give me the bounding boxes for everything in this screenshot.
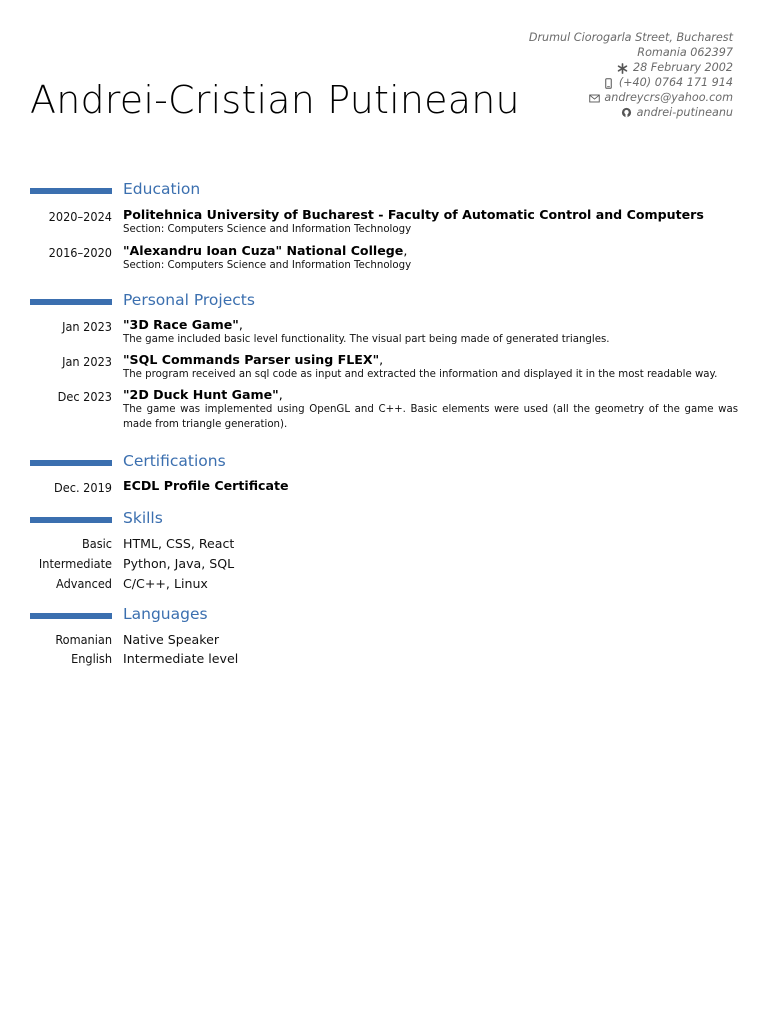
skill-list: HTML, CSS, React <box>123 536 235 551</box>
entry-title-suffix: , <box>278 387 283 402</box>
section-header <box>0 606 768 628</box>
section-title: Personal Projects <box>123 291 255 309</box>
entry-title-line <box>123 352 738 367</box>
entry-title-line <box>123 387 738 402</box>
birthdate-line <box>529 61 733 76</box>
birthdate: 28 February 2002 <box>632 60 733 74</box>
section-personal-projects <box>0 292 768 432</box>
section-header <box>0 292 768 314</box>
section-title: Skills <box>123 509 163 527</box>
contact-block <box>529 31 733 120</box>
entry-description: The game included basic level functionality. The visual part being made of generated triangles. <box>123 334 610 345</box>
entry-title: "2D Duck Hunt Game" <box>123 387 279 402</box>
email-line[interactable] <box>529 91 733 106</box>
phone-number: (+40) 0764 171 914 <box>618 75 733 89</box>
entry-title: ECDL Profile Certificate <box>123 478 289 493</box>
section-rule <box>30 517 112 523</box>
address-line-1 <box>529 31 733 46</box>
section-header <box>0 181 768 203</box>
project-entry <box>0 387 768 432</box>
entry-title-line <box>123 317 738 332</box>
mobile-phone-icon <box>603 77 615 89</box>
section-education <box>0 181 768 273</box>
section-rule <box>30 460 112 466</box>
address-city: Romania 062397 <box>637 45 733 59</box>
education-entry <box>0 243 768 273</box>
phone-line <box>529 76 733 91</box>
entry-date: 2020–2024 <box>48 209 112 224</box>
language-name: Romanian <box>55 632 112 647</box>
entry-title-line <box>123 243 738 258</box>
skill-row <box>0 574 768 594</box>
entry-title-suffix: , <box>379 352 384 367</box>
skill-level: Intermediate <box>38 556 112 571</box>
skill-level: Advanced <box>56 576 112 591</box>
section-certifications <box>0 453 768 493</box>
entry-description: Section: Computers Science and Information Technology <box>123 260 412 271</box>
section-skills <box>0 510 768 594</box>
language-row <box>0 630 768 649</box>
skill-level: Basic <box>82 536 112 551</box>
entry-date: 2016–2020 <box>48 245 112 260</box>
address-line-2 <box>529 46 733 61</box>
project-entry <box>0 317 768 347</box>
skill-row <box>0 534 768 554</box>
section-title: Education <box>123 180 201 198</box>
section-header <box>0 510 768 532</box>
entry-title: "Alexandru Ioan Cuza" National College <box>123 243 404 258</box>
entry-description: The program received an sql code as input and extracted the information and displayed it in the most readable way. <box>123 369 718 380</box>
skill-list: Python, Java, SQL <box>123 556 235 571</box>
entry-date: Jan 2023 <box>62 354 112 369</box>
entry-title: Politehnica University of Bucharest - Faculty of Automatic Control and Computers <box>123 207 704 222</box>
section-rule <box>30 299 112 305</box>
entry-date: Dec 2023 <box>57 389 112 404</box>
entry-description: The game was implemented using OpenGL and C++. Basic elements were used (all the geometry of the game was made from triangle generation). <box>123 404 738 430</box>
certification-entry <box>0 478 768 493</box>
section-title: Languages <box>123 605 208 623</box>
candidate-name: Andrei-Cristian Putineanu <box>30 78 520 122</box>
section-rule <box>30 188 112 194</box>
language-name: English <box>71 651 112 666</box>
github-icon <box>621 107 633 119</box>
section-header <box>0 453 768 475</box>
section-title: Certifications <box>123 452 226 470</box>
email-link[interactable]: andreycrs@yahoo.com <box>604 90 733 104</box>
skill-list: C/C++, Linux <box>123 576 208 591</box>
entry-date: Dec. 2019 <box>54 480 112 495</box>
entry-title-suffix: , <box>238 317 243 332</box>
entry-title: "SQL Commands Parser using FLEX" <box>123 352 380 367</box>
entry-date: Jan 2023 <box>62 319 112 334</box>
project-entry <box>0 352 768 382</box>
entry-description: Section: Computers Science and Information Technology <box>123 224 412 235</box>
section-languages <box>0 606 768 668</box>
language-level: Native Speaker <box>123 632 220 647</box>
section-rule <box>30 613 112 619</box>
entry-title: "3D Race Game" <box>123 317 239 332</box>
language-level: Intermediate level <box>123 651 239 666</box>
asterisk-icon <box>617 62 629 74</box>
github-line[interactable] <box>529 106 733 121</box>
skill-row <box>0 554 768 574</box>
language-row <box>0 649 768 668</box>
envelope-icon <box>588 92 600 104</box>
entry-title-suffix: , <box>403 243 408 258</box>
address-street: Drumul Ciorogarla Street, Bucharest <box>528 31 733 44</box>
github-link[interactable]: andrei-putineanu <box>636 105 733 119</box>
education-entry <box>0 207 768 237</box>
